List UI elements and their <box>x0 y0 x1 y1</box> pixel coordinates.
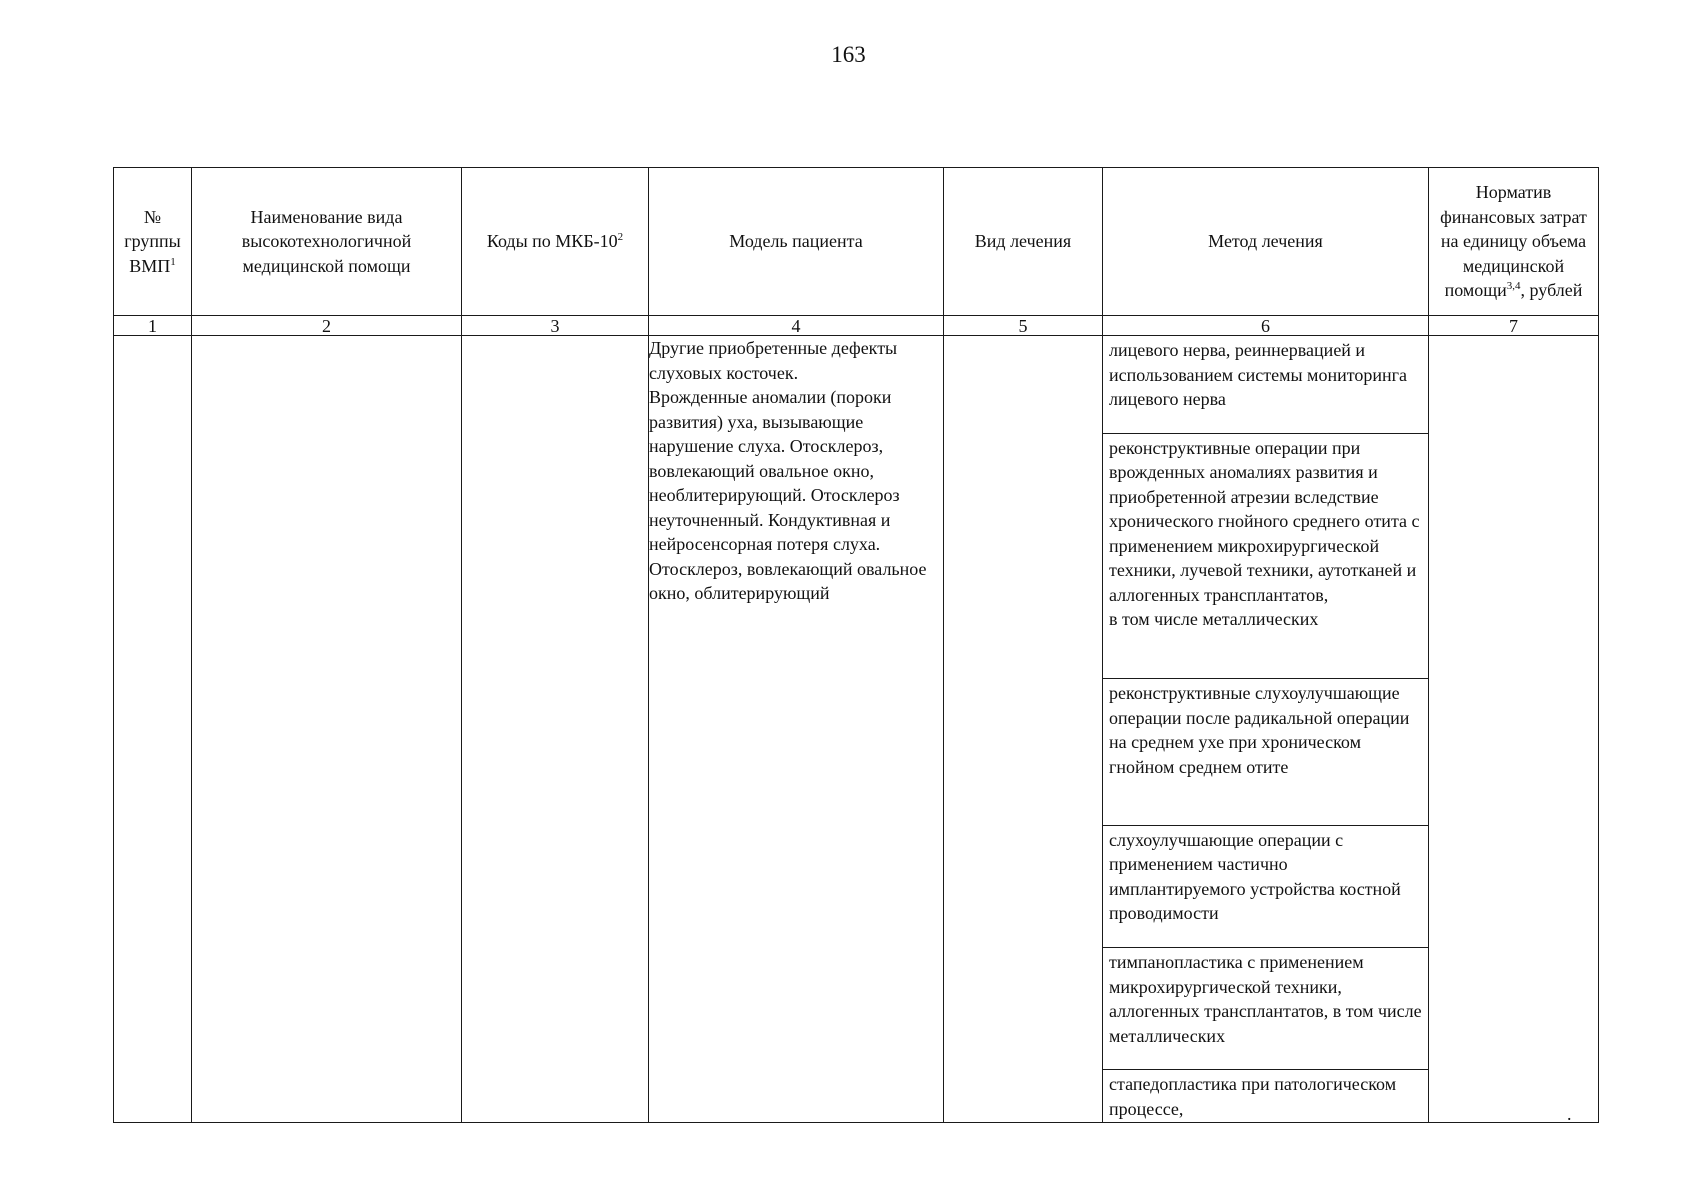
header-treatment-method: Метод лечения <box>1103 168 1429 316</box>
cost-mark: . <box>1567 1104 1572 1124</box>
method-item: слухоулучшающие операции с применением частично имплантируемого устройства костной проводимости <box>1103 826 1428 949</box>
column-number: 5 <box>944 316 1103 336</box>
treatment-methods-cell <box>1103 336 1429 1123</box>
method-item: стапедопластика при патологическом процессе, <box>1109 1074 1397 1119</box>
treatment-type-cell <box>944 336 1103 1123</box>
header-group-number: № группы ВМП$^1$ <box>114 168 192 316</box>
header-cost-norm: Норматив финансовых затрат на единицу объема медицинской помощи$^{3,4}$, рублей <box>1429 168 1599 316</box>
method-item: лицевого нерва, реиннервацией и использованием системы мониторинга лицевого нерва <box>1103 336 1428 434</box>
column-number-row <box>114 316 1599 336</box>
care-type-name-cell <box>192 336 462 1123</box>
vmp-table <box>113 167 1599 1123</box>
column-number: 6 <box>1103 316 1429 336</box>
column-number: 4 <box>649 316 944 336</box>
group-number-cell <box>114 336 192 1123</box>
page-number: 163 <box>831 42 866 67</box>
table-row <box>114 336 1599 1123</box>
patient-model-text: Другие приобретенные дефекты слуховых косточек. Врожденные аномалии (пороки развития) уха, вызывающие нарушение слуха. Отосклероз, вовлекающий овальное окно, необлитерирующий. Отосклероз неуточненный. Кондуктивная и нейросенсорная потеря слуха. Отосклероз, вовлекающий овальное окно, облитерирующий <box>649 338 927 603</box>
icd-codes-cell <box>462 336 649 1123</box>
patient-model-cell <box>649 336 944 1123</box>
column-number: 7 <box>1429 316 1599 336</box>
column-number: 2 <box>192 316 462 336</box>
method-item: реконструктивные операции при врожденных аномалиях развития и приобретенной атрезии вследствие хронического гнойного среднего отита с применением микрохирургической техники, лучевой техники, аутотканей и аллогенных трансплантатов, в том числе металлических <box>1103 434 1428 679</box>
header-row <box>114 168 1599 316</box>
header-care-type-name: Наименование вида высокотехнологичной медицинской помощи <box>192 168 462 316</box>
method-item: реконструктивные слухоулучшающие операции после радикальной операции на среднем ухе при хроническом гнойном среднем отите <box>1103 679 1428 826</box>
method-item: тимпанопластика с применением микрохирургической техники, аллогенных трансплантатов, в том числе металлических <box>1103 948 1428 1070</box>
header-treatment-type: Вид лечения <box>944 168 1103 316</box>
cost-norm-cell <box>1429 336 1599 1123</box>
column-number: 3 <box>462 316 649 336</box>
header-icd-codes: Коды по МКБ-$10^2$ <box>462 168 649 316</box>
header-patient-model: Модель пациента <box>649 168 944 316</box>
column-number: 1 <box>114 316 192 336</box>
